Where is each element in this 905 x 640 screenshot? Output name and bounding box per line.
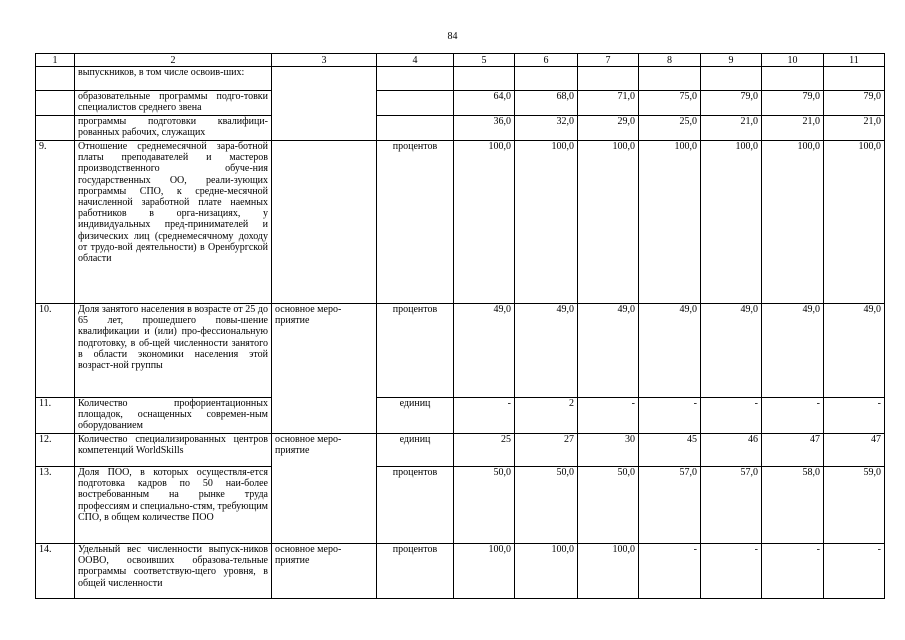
unit-of-measure: процентов — [377, 304, 454, 398]
table-row — [36, 304, 885, 398]
year-value — [639, 67, 701, 91]
year-value: 68,0 — [515, 91, 578, 116]
year-value: - — [639, 544, 701, 599]
column-header: 5 — [454, 54, 515, 67]
year-value: 47 — [824, 434, 885, 467]
column-header: 6 — [515, 54, 578, 67]
column-header: 3 — [272, 54, 377, 67]
year-value: 47 — [762, 434, 824, 467]
header-row — [36, 54, 885, 67]
unit-of-measure: единиц — [377, 434, 454, 467]
measure-type — [272, 141, 377, 304]
year-value: 49,0 — [824, 304, 885, 398]
year-value: 100,0 — [824, 141, 885, 304]
indicator-name: Удельный вес численности выпуск-ников ООВО, освоивших образова-тельные программы соответствую-щего уровня, в общей численности — [75, 544, 272, 599]
unit-of-measure: процентов — [377, 467, 454, 544]
year-value: 100,0 — [578, 544, 639, 599]
year-value: 58,0 — [762, 467, 824, 544]
year-value: 100,0 — [701, 141, 762, 304]
year-value: 49,0 — [762, 304, 824, 398]
row-number — [36, 67, 75, 91]
year-value: 27 — [515, 434, 578, 467]
indicator-name: выпускников, в том числе освоив-ших: — [75, 67, 272, 91]
year-value — [762, 67, 824, 91]
year-value: - — [639, 398, 701, 434]
unit-of-measure: единиц — [377, 398, 454, 434]
indicators-table — [35, 53, 885, 599]
year-value: 49,0 — [639, 304, 701, 398]
year-value: 21,0 — [701, 116, 762, 141]
year-value: - — [824, 398, 885, 434]
table-row — [36, 398, 885, 434]
indicator-name: программы подготовки квалифици-рованных рабочих, служащих — [75, 116, 272, 141]
year-value: 100,0 — [639, 141, 701, 304]
year-value — [824, 67, 885, 91]
row-number: 11. — [36, 398, 75, 434]
unit-of-measure — [377, 67, 454, 91]
year-value: 29,0 — [578, 116, 639, 141]
indicator-name: Доля ПОО, в которых осуществля-ется подготовка кадров по 50 наи-более востребованным на рынке труда профессиям и специально-стям, требующим СПО, в общем количестве ПОО — [75, 467, 272, 544]
year-value: - — [454, 398, 515, 434]
year-value: - — [824, 544, 885, 599]
row-number: 10. — [36, 304, 75, 398]
year-value: 49,0 — [578, 304, 639, 398]
year-value: 49,0 — [454, 304, 515, 398]
column-header: 11 — [824, 54, 885, 67]
row-number: 13. — [36, 467, 75, 544]
row-number: 14. — [36, 544, 75, 599]
year-value: - — [578, 398, 639, 434]
year-value: - — [701, 398, 762, 434]
year-value: 100,0 — [454, 544, 515, 599]
year-value: 100,0 — [578, 141, 639, 304]
year-value: 100,0 — [515, 544, 578, 599]
unit-of-measure — [377, 91, 454, 116]
year-value: 50,0 — [454, 467, 515, 544]
year-value: 25 — [454, 434, 515, 467]
year-value: 100,0 — [454, 141, 515, 304]
year-value: 57,0 — [701, 467, 762, 544]
measure-type: основное меро-приятие — [272, 434, 377, 544]
year-value: 49,0 — [701, 304, 762, 398]
year-value: 21,0 — [762, 116, 824, 141]
year-value: 45 — [639, 434, 701, 467]
year-value: 49,0 — [515, 304, 578, 398]
year-value: 36,0 — [454, 116, 515, 141]
unit-of-measure — [377, 116, 454, 141]
year-value: 59,0 — [824, 467, 885, 544]
year-value: 71,0 — [578, 91, 639, 116]
table-row — [36, 467, 885, 544]
year-value — [578, 67, 639, 91]
year-value: 100,0 — [515, 141, 578, 304]
year-value: 75,0 — [639, 91, 701, 116]
table-row — [36, 141, 885, 304]
table-row — [36, 67, 885, 91]
year-value: - — [762, 398, 824, 434]
year-value: 50,0 — [515, 467, 578, 544]
year-value: 57,0 — [639, 467, 701, 544]
unit-of-measure: процентов — [377, 544, 454, 599]
year-value: 79,0 — [824, 91, 885, 116]
year-value: 79,0 — [762, 91, 824, 116]
year-value: 46 — [701, 434, 762, 467]
year-value: 2 — [515, 398, 578, 434]
table-row — [36, 434, 885, 467]
year-value: 79,0 — [701, 91, 762, 116]
year-value: - — [701, 544, 762, 599]
measure-type: основное меро-приятие — [272, 304, 377, 434]
table-row — [36, 91, 885, 116]
row-number: 12. — [36, 434, 75, 467]
year-value: - — [762, 544, 824, 599]
measure-type: основное меро-приятие — [272, 544, 377, 599]
year-value: 25,0 — [639, 116, 701, 141]
indicator-name: Количество специализированных центров компетенций WorldSkills — [75, 434, 272, 467]
page-number: 84 — [447, 31, 458, 42]
row-number — [36, 116, 75, 141]
column-header: 9 — [701, 54, 762, 67]
year-value: 32,0 — [515, 116, 578, 141]
row-number — [36, 91, 75, 116]
row-number: 9. — [36, 141, 75, 304]
year-value — [515, 67, 578, 91]
year-value: 50,0 — [578, 467, 639, 544]
year-value — [701, 67, 762, 91]
column-header: 10 — [762, 54, 824, 67]
table-row — [36, 544, 885, 599]
table-row — [36, 116, 885, 141]
indicator-name: Отношение среднемесячной зара-ботной платы преподавателей и мастеров производственного обуче-ния государственных ОО, реали-зующих программы СПО, к средне-месячной начисленной заработной плате наемных работников в орга-низациях, у индивидуальных пред-принимателей и физических лиц (среднемесячному доходу от трудо-вой деятельности) в Оренбургской области — [75, 141, 272, 304]
column-header: 1 — [36, 54, 75, 67]
indicator-name: Количество профориентационных площадок, оснащенных современ-ным оборудованием — [75, 398, 272, 434]
year-value: 21,0 — [824, 116, 885, 141]
year-value — [454, 67, 515, 91]
year-value: 30 — [578, 434, 639, 467]
column-header: 4 — [377, 54, 454, 67]
column-header: 2 — [75, 54, 272, 67]
measure-type — [272, 67, 377, 141]
year-value: 64,0 — [454, 91, 515, 116]
column-header: 7 — [578, 54, 639, 67]
unit-of-measure: процентов — [377, 141, 454, 304]
column-header: 8 — [639, 54, 701, 67]
year-value: 100,0 — [762, 141, 824, 304]
indicator-name: образовательные программы подго-товки специалистов среднего звена — [75, 91, 272, 116]
indicator-name: Доля занятого населения в возрасте от 25 до 65 лет, прошедшего повы-шение квалификации и (или) про-фессиональную подготовку, в об-щей численности занятого в области экономики населения этой возраст-ной группы — [75, 304, 272, 398]
